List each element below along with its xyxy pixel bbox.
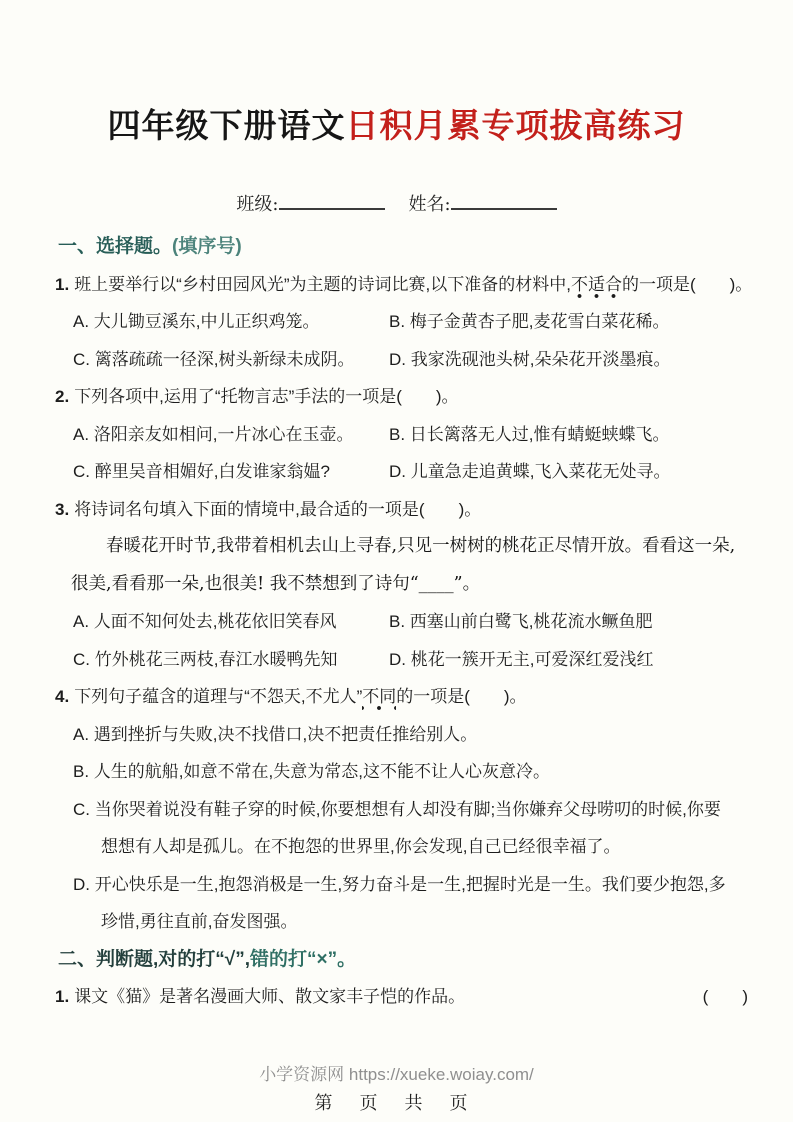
question-3-number: 3. bbox=[55, 499, 70, 519]
question-3-option-a: A. 人面不知何处去,桃花依旧笑春风 bbox=[73, 612, 337, 631]
question-3-option-b: B. 西塞山前白鹭飞,桃花流水鳜鱼肥 bbox=[389, 612, 653, 631]
page-title-red-part: 日积月累专项拔高练习 bbox=[345, 107, 686, 144]
question-2-option-a: A. 洛阳亲友如相问,一片冰心在玉壶。 bbox=[73, 424, 354, 444]
name-blank-line bbox=[451, 190, 557, 210]
question-3-option-c: C. 竹外桃花三两枝,春江水暖鸭先知 bbox=[73, 649, 338, 669]
question-4-number: 4. bbox=[55, 687, 70, 706]
question-1-text-post: 的一项是( )。 bbox=[621, 274, 753, 294]
question-3-stem bbox=[55, 491, 753, 529]
judgment-question-1-text-wrap bbox=[55, 978, 465, 1016]
question-1-option-d: D. 我家洗砚池头树,朵朵花开淡墨痕。 bbox=[389, 349, 671, 369]
page-title bbox=[0, 100, 793, 147]
question-1-options-row-ab bbox=[73, 303, 763, 341]
footer-page-info: 第 页 共 页 bbox=[314, 1093, 479, 1113]
question-4-text-post: 的一项是( )。 bbox=[396, 687, 527, 706]
section-two-heading-teal-part: 错的打“×”。 bbox=[250, 948, 357, 970]
question-4-option-b: B. 人生的航船,如意不常在,失意为常态,这不能不让人心灰意冷。 bbox=[73, 762, 550, 781]
question-1-stem bbox=[55, 266, 753, 304]
question-1-option-c: C. 篱落疏疏一径深,树头新绿未成阴。 bbox=[73, 349, 355, 369]
question-2-number: 2. bbox=[55, 387, 70, 406]
question-1-emphasized-text: 不适合 bbox=[571, 275, 622, 299]
section-two-heading bbox=[58, 941, 793, 979]
question-2-option-c: C. 醉里吴音相媚好,白发谁家翁媪? bbox=[73, 462, 330, 481]
footer-site-url: 小学资源网 https://xueke.woiay.com/ bbox=[259, 1065, 534, 1084]
question-3-passage: 春暖花开时节,我带着相机去山上寻春,只见一树树的桃花正尽情开放。看看这一朵,很美,看看那一朵,也很美! 我不禁想到了诗句“____”。 bbox=[71, 536, 736, 594]
question-2-text: 下列各项中,运用了“托物言志”手法的一项是( )。 bbox=[74, 387, 459, 406]
question-2-option-b: B. 日长篱落无人过,惟有蜻蜓蛱蝶飞。 bbox=[389, 424, 670, 444]
question-1-option-b: B. 梅子金黄杏子肥,麦花雪白菜花稀。 bbox=[389, 312, 670, 331]
question-2-options-row-cd bbox=[73, 453, 763, 491]
question-4-text-pre: 下列句子蕴含的道理与“不怨天,不尤人” bbox=[74, 687, 363, 706]
question-3-options-row-ab bbox=[73, 603, 763, 641]
question-2-options-row-ab bbox=[73, 416, 763, 454]
question-4-stem bbox=[55, 678, 753, 716]
question-2-stem bbox=[55, 378, 753, 416]
question-2-option-d: D. 儿童急走追黄蝶,飞入菜花无处寻。 bbox=[389, 462, 671, 481]
judgment-question-1-text: 课文《猫》是著名漫画大师、散文家丰子恺的作品。 bbox=[74, 987, 466, 1006]
worksheet-body bbox=[0, 228, 793, 1016]
question-3-option-d: D. 桃花一簇开无主,可爱深红爱浅红 bbox=[389, 649, 654, 669]
judgment-question-1 bbox=[55, 978, 748, 1016]
class-label: 班级: bbox=[236, 194, 279, 215]
section-two-heading-dark-part: 二、判断题,对的打“√”, bbox=[58, 948, 250, 970]
page-title-black-part: 四年级下册语文 bbox=[107, 107, 346, 144]
judgment-question-1-answer-bracket: ( ) bbox=[702, 987, 748, 1006]
section-one-heading-note: (填序号) bbox=[172, 236, 242, 257]
question-1-number: 1. bbox=[55, 274, 70, 294]
question-4-option-d: D. 开心快乐是一生,抱怨消极是一生,努力奋斗是一生,把握时光是一生。我们要少抱怨,多珍惜,勇往直前,奋发图强。 bbox=[73, 874, 726, 931]
question-3-options-row-cd bbox=[73, 641, 763, 679]
meta-row bbox=[0, 190, 793, 216]
question-1-text-pre: 班上要举行以“乡村田园风光”为主题的诗词比赛,以下准备的材料中, bbox=[74, 274, 571, 294]
question-4-emphasized-text: 不同 bbox=[362, 687, 396, 711]
section-one-heading bbox=[58, 228, 793, 266]
question-4-option-a: A. 遇到挫折与失败,决不找借口,决不把责任推给别人。 bbox=[73, 724, 478, 744]
judgment-question-1-number: 1. bbox=[55, 987, 70, 1006]
section-one-heading-text: 一、选择题。 bbox=[58, 236, 173, 257]
name-label: 姓名: bbox=[408, 194, 451, 215]
class-blank-line bbox=[279, 190, 385, 210]
question-4-option-c: C. 当你哭着说没有鞋子穿的时候,你要想想有人却没有脚;当你嫌弃父母唠叨的时候,你要想想有人却是孤儿。在不抱怨的世界里,你会发现,自己已经很幸福了。 bbox=[73, 799, 721, 856]
question-1-option-a: A. 大儿锄豆溪东,中儿正织鸡笼。 bbox=[73, 312, 320, 331]
question-3-text: 将诗词名句填入下面的情境中,最合适的一项是( )。 bbox=[74, 499, 482, 519]
question-1-options-row-cd bbox=[73, 341, 763, 379]
